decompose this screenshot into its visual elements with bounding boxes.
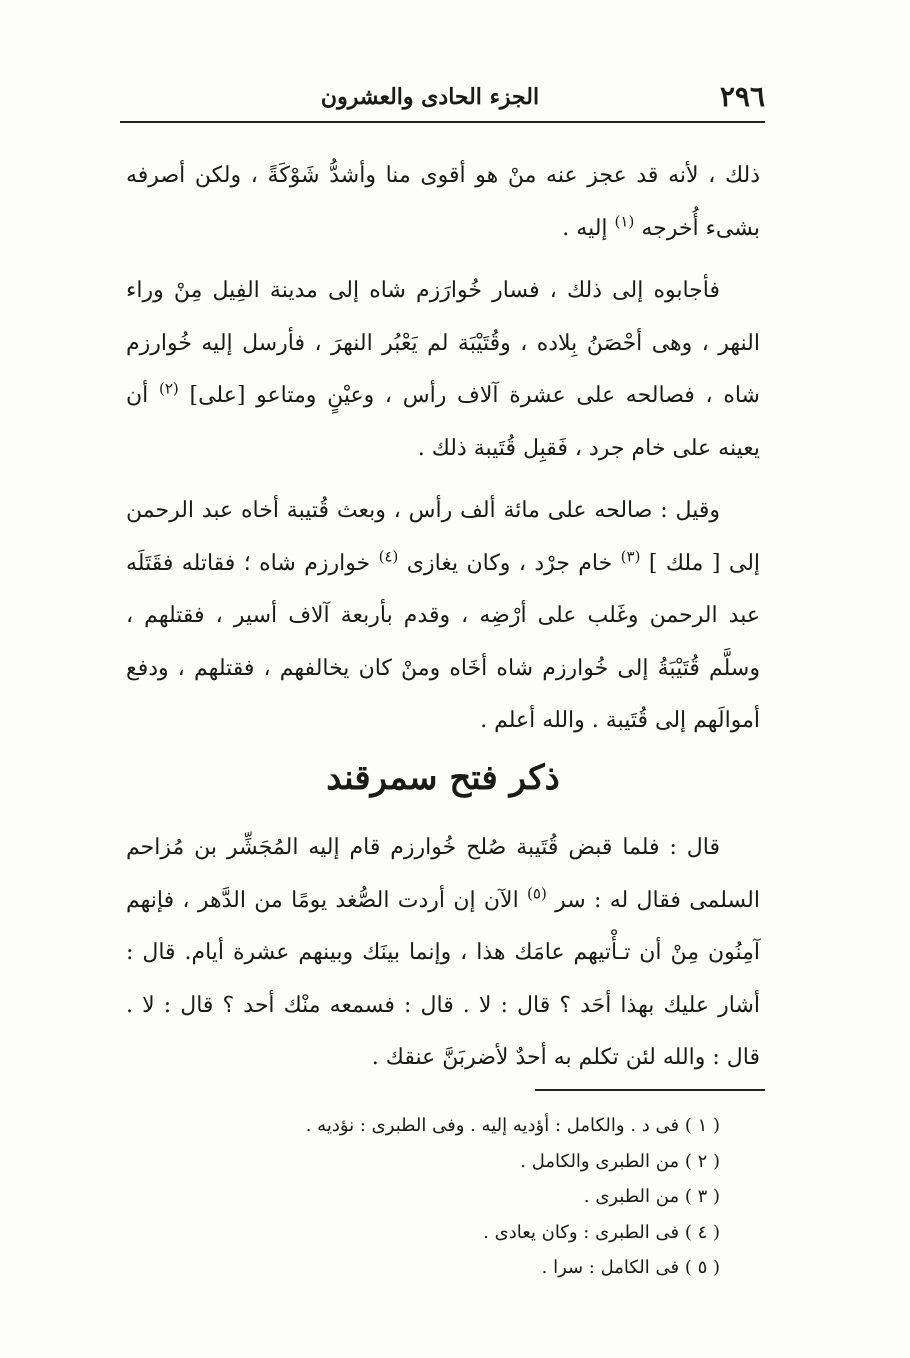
paragraph-text: خوارزم شاه ؛ فقاتله فقَتَلَه عبد الرحمن وغَلب على أرْضِه ، وقدم بأربعة آلاف أسير ، فقتلهم ، وسلَّم قُتَيْبَةُ إلى خُوارزم شاه أخَاه ومنْ كان يخالفهم ، فقتلهم ، ودفع أموالَهم إلى قُتَيبة . والله أعلم . <box>126 550 760 733</box>
paragraph-text: أن يعينه على خام جرد ، فَقبِل قُتَيبة ذلك . <box>126 383 760 461</box>
paragraph-text: قال : فلما قبض قُتَيبة صُلح خُوارزم قام إليه المُجَشِّر بن مُزاحم السلمى فقال له : سر <box>126 835 760 913</box>
running-header <box>120 78 765 118</box>
footnote-5: ( ٥ ) فى الكامل : سرا . <box>541 1257 720 1278</box>
paragraph-text: ذلك ، لأنه قد عجز عنه منْ هو أقوى منا وأشدُّ شَوْكَةً ، ولكن أصرفه بشىء أُخرجه <box>126 163 760 241</box>
footnote-reference: (٢) <box>159 379 179 398</box>
footnote-reference: (٤) <box>378 547 399 566</box>
footnote-1: ( ١ ) فى د . والكامل : أؤديه إليه . وفى الطبرى : نؤديه . <box>305 1115 720 1136</box>
footnotes-list <box>260 1108 720 1286</box>
paragraph-text: وقيل : صالحه على مائة ألف رأس ، وبعث قُتيبة أخاه عبد الرحمن إلى [ ملك ] <box>126 498 761 576</box>
footnote-divider <box>535 1089 765 1091</box>
footnote-3: ( ٣ ) من الطبرى . <box>583 1186 720 1207</box>
footnote-reference: (٣) <box>620 547 641 566</box>
header-rule <box>120 121 765 123</box>
paragraph-3 <box>126 485 760 748</box>
paragraph-text: خام جرْد ، وكان يغازى <box>406 550 613 576</box>
footnote-reference: (٥) <box>527 884 547 903</box>
paragraph-4 <box>126 822 760 1085</box>
paragraph-2 <box>126 265 760 475</box>
paragraph-1 <box>126 150 760 255</box>
paragraph-text: إليه . <box>562 215 608 241</box>
section-heading: ذكر فتح سمرقند <box>326 758 560 798</box>
main-text-block <box>126 150 760 758</box>
footnote-reference: (١) <box>614 212 635 231</box>
paragraph-text: فأجابوه إلى ذلك ، فسار خُوارَزم شاه إلى مدينة الفِيل مِنْ وراء النهر ، وهى أحْصَنُ بِلاده ، وقُتَيْبَة لم يَعْبُر النهرَ ، فأرسل إليه خُوارزم شاه ، فصالحه على عشرة آلاف رأس ، وعيْنٍ ومتاعو [على] <box>126 278 760 408</box>
section-text-block <box>126 822 760 1085</box>
page-number: ٢٩٦ <box>719 80 765 113</box>
running-title: الجزء الحادى والعشرون <box>320 84 540 110</box>
footnote-4: ( ٤ ) فى الطبرى : وكان يعادى . <box>483 1221 720 1243</box>
paragraph-text: الآن إن أردت الصُّغد يومًا من الدَّهر ، فإنهم آمِنُون مِنْ أن تـأْتيهم عامَك هذا ، وإنما بينَك وبينهم عشرة أيام. قال : أشار عليك بهذا أحَد ؟ قال : لا . قال : فسمعه منْك أحد ؟ قال : لا . قال : والله لئن تكلم به أحدٌ لأضربَنَّ عنقك . <box>126 887 760 1070</box>
footnote-2: ( ٢ ) من الطبرى والكامل . <box>520 1150 720 1172</box>
